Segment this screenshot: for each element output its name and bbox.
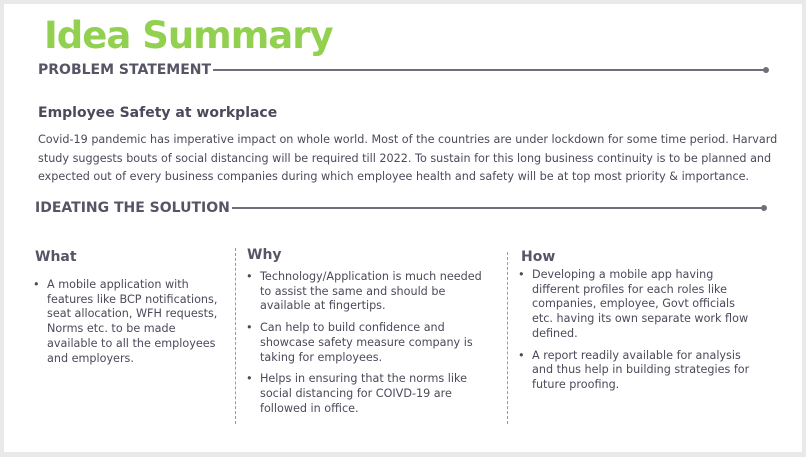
why-column-title: Why <box>247 247 282 263</box>
bullet-icon: • <box>33 278 40 291</box>
problem-subheading: Employee Safety at workplace <box>38 105 278 121</box>
why-list <box>246 270 482 423</box>
list-item <box>518 268 754 342</box>
ideating-solution-rule-end-dot <box>761 205 767 211</box>
problem-statement-rule-end-dot <box>763 67 769 73</box>
ideating-solution-rule <box>219 207 764 209</box>
list-item <box>518 349 754 393</box>
column-divider <box>507 252 508 424</box>
how-item-text: A report readily available for analysis and thus help in building strategies for future proofing. <box>532 348 750 391</box>
slide-title: Idea Summary <box>44 14 333 57</box>
why-item-text: Can help to build confidence and showcase safety measure company is taking for employees. <box>260 321 473 364</box>
how-list <box>518 268 754 400</box>
why-item-text: Technology/Application is much needed to assist the same and should be available at fingertips. <box>260 270 482 313</box>
how-item-text: Developing a mobile app having different profiles for each roles like companies, employee, Govt officials etc. having its own separate work flow defined. <box>532 268 749 340</box>
list-item <box>246 270 482 314</box>
what-item-text: A mobile application with features like BCP notifications, seat allocation, WFH requests, Norms etc. to be made available to all the employees and employers. <box>47 278 218 365</box>
bullet-icon: • <box>246 372 253 386</box>
bullet-icon: • <box>518 348 525 362</box>
list-item <box>33 278 223 366</box>
what-column-title: What <box>35 249 77 265</box>
list-item <box>246 372 482 416</box>
problem-statement-rule <box>194 69 766 71</box>
problem-statement-text: Covid-19 pandemic has imperative impact on whole world. Most of the countries are under lockdown for some time period. Harvard study suggests bouts of social distancing will be required till 2022. To sustain for this long business continuity is to be planned and expected out of every business companies during which employee health and safety will be at top most priority & importance. <box>38 133 778 183</box>
problem-statement-heading: PROBLEM STATEMENT <box>38 62 212 78</box>
why-item-text: Helps in ensuring that the norms like social distancing for COIVD-19 are followed in office. <box>260 372 467 415</box>
what-list <box>33 278 223 373</box>
bullet-icon: • <box>246 321 253 335</box>
slide <box>4 4 802 452</box>
list-item <box>246 321 482 365</box>
how-column-title: How <box>521 249 556 265</box>
bullet-icon: • <box>518 268 525 281</box>
bullet-icon: • <box>246 270 253 283</box>
ideating-solution-heading: IDEATING THE SOLUTION <box>35 200 230 216</box>
column-divider <box>235 248 236 424</box>
